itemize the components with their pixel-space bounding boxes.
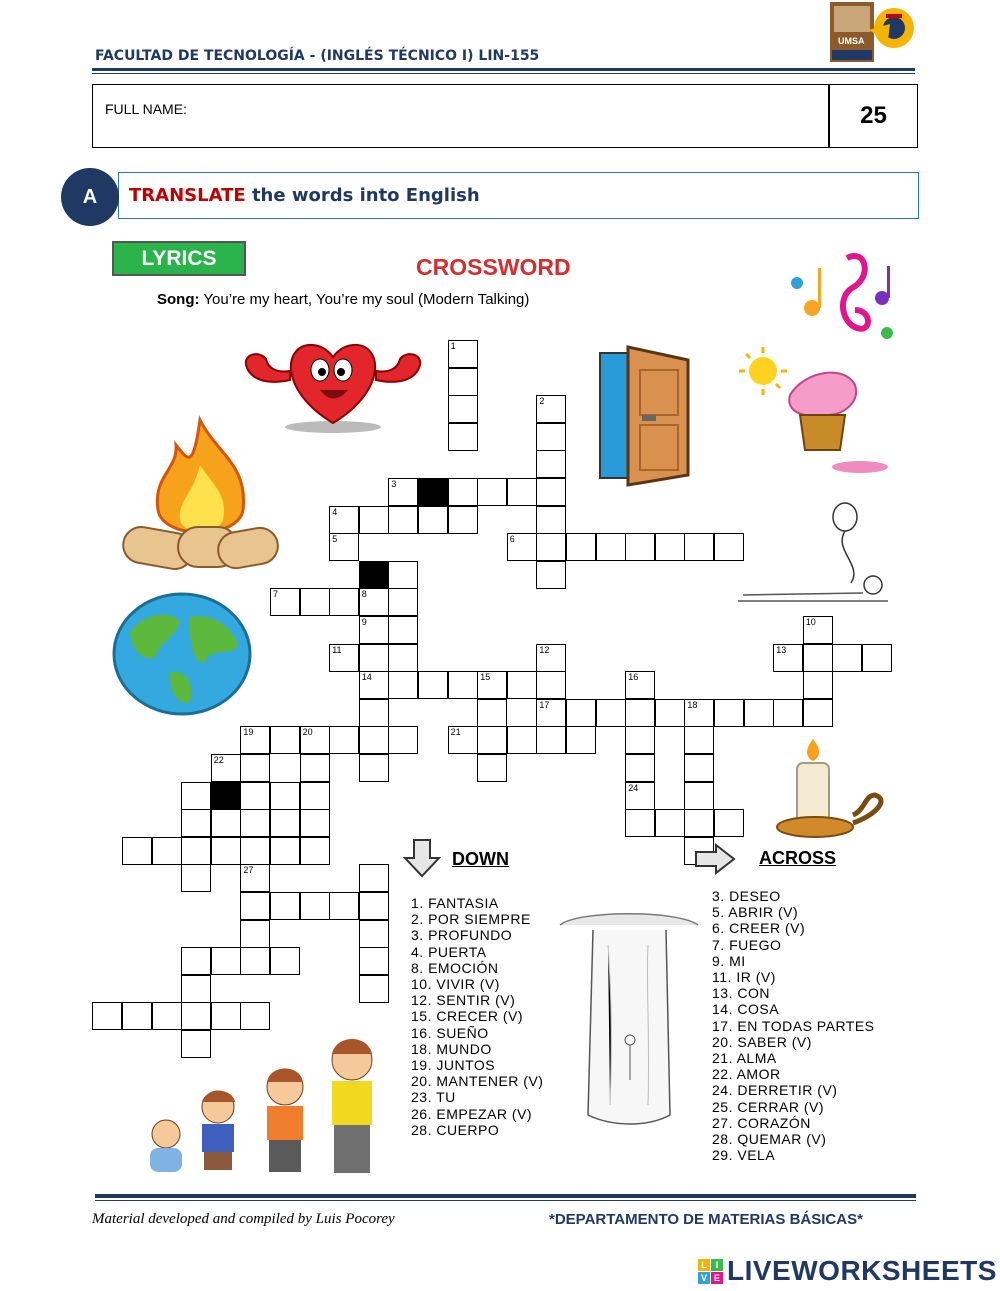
crossword-cell[interactable] <box>270 947 300 975</box>
crossword-cell[interactable] <box>300 837 330 865</box>
crossword-cell[interactable] <box>300 726 330 754</box>
down-clue: 18. MUNDO <box>411 1040 492 1057</box>
crossword-cell[interactable] <box>359 671 389 699</box>
crossword-cell[interactable] <box>388 588 418 616</box>
crossword-cell[interactable] <box>803 644 833 672</box>
down-clue: 10. VIVIR (V) <box>411 976 500 993</box>
crossword-cell[interactable] <box>388 506 418 534</box>
candle-illustration <box>775 735 895 843</box>
crossword-cell[interactable] <box>684 726 714 754</box>
crossword-cell[interactable] <box>211 947 241 975</box>
crossword-cell[interactable] <box>596 699 626 727</box>
crossword-cell[interactable] <box>240 1002 270 1030</box>
crossword-cell[interactable] <box>211 837 241 865</box>
full-name-label: FULL NAME: <box>105 101 187 117</box>
crossword-cell[interactable] <box>300 754 330 782</box>
crossword-cell[interactable] <box>448 340 478 368</box>
instruction-box <box>118 172 919 219</box>
crossword-cell[interactable] <box>122 1002 152 1030</box>
crossword-cell[interactable] <box>211 754 241 782</box>
lyrics-badge: LYRICS <box>112 241 246 276</box>
crossword-cell[interactable] <box>181 1002 211 1030</box>
crossword-cell[interactable] <box>181 1030 211 1058</box>
crossword-cell[interactable] <box>566 699 596 727</box>
crossword-cell[interactable] <box>329 588 359 616</box>
crossword-cell[interactable] <box>566 533 596 561</box>
crossword-cell[interactable] <box>625 671 655 699</box>
down-clue: 4. PUERTA <box>411 943 487 960</box>
crossword-title: CROSSWORD <box>416 254 571 280</box>
crossword-cell[interactable] <box>507 533 537 561</box>
crossword-cell[interactable] <box>536 395 566 423</box>
clue-number: 21 <box>450 727 461 738</box>
crossword-cell[interactable] <box>684 782 714 810</box>
across-heading: ACROSS <box>759 848 837 868</box>
document-header-title: FACULTAD DE TECNOLOGÍA - (INGLÉS TÉCNICO I) LIN-155 <box>95 48 540 64</box>
crossword-cell[interactable] <box>625 699 655 727</box>
crossword-cell[interactable] <box>536 533 566 561</box>
clue-number: 8 <box>361 589 367 600</box>
crossword-cell[interactable] <box>773 644 803 672</box>
liveworksheets-wordmark: LIVEWORKSHEETS <box>727 1255 997 1286</box>
crossword-cell[interactable] <box>359 754 389 782</box>
crossword-cell[interactable] <box>388 671 418 699</box>
crossword-cell[interactable] <box>300 588 330 616</box>
crossword-cell[interactable] <box>181 947 211 975</box>
clue-number: 24 <box>628 782 639 793</box>
down-clue-list <box>411 895 543 1138</box>
down-clue: 16. SUEÑO <box>411 1024 489 1041</box>
crossword-cell[interactable] <box>655 809 685 837</box>
footer-rule <box>95 1194 916 1198</box>
clue-number: 17 <box>539 699 550 710</box>
song-label: Song: <box>157 291 200 308</box>
header-rule <box>92 68 915 71</box>
footer-department: *DEPARTAMENTO DE MATERIAS BÁSICAS* <box>549 1211 863 1228</box>
clue-number: 9 <box>361 617 367 627</box>
crossword-cell[interactable] <box>684 754 714 782</box>
down-clue: 28. CUERPO <box>411 1121 500 1138</box>
crossword-cell[interactable] <box>388 616 418 644</box>
crossword-cell[interactable] <box>507 726 537 754</box>
across-clue: 13. CON <box>712 985 770 1002</box>
clue-number: 13 <box>776 644 787 655</box>
crossword-cell[interactable] <box>625 782 655 810</box>
footer-credit: Material developed and compiled by Luis Pocorey <box>92 1211 395 1227</box>
down-clue: 3. PROFUNDO <box>411 927 513 944</box>
clue-number: 16 <box>628 672 639 683</box>
crossword-cell[interactable] <box>714 699 744 727</box>
crossword-cell[interactable] <box>240 782 270 810</box>
across-clue: 6. CREER (V) <box>712 920 806 937</box>
full-name-box <box>92 84 829 148</box>
crossword-cell[interactable] <box>625 726 655 754</box>
crossword-cell[interactable] <box>181 809 211 837</box>
crossword-cell[interactable] <box>477 726 507 754</box>
sun-melting-illustration <box>735 345 895 477</box>
crossword-cell[interactable] <box>270 837 300 865</box>
clue-number: 19 <box>243 727 254 738</box>
right-arrow-icon <box>694 843 736 875</box>
crossword-cell[interactable] <box>240 837 270 865</box>
crossword-cell[interactable] <box>359 588 389 616</box>
crossword-cell[interactable] <box>240 726 270 754</box>
crossword-cell[interactable] <box>536 450 566 478</box>
crossword-cell[interactable] <box>240 809 270 837</box>
logo-letter: E <box>711 1272 723 1284</box>
crossword-cell[interactable] <box>448 368 478 396</box>
clue-number: 15 <box>480 672 491 683</box>
across-clue: 3. DESEO <box>712 888 781 904</box>
clue-number: 18 <box>687 699 698 710</box>
crossword-cell[interactable] <box>477 699 507 727</box>
crossword-cell[interactable] <box>270 892 300 920</box>
crossword-cell[interactable] <box>329 644 359 672</box>
crossword-cell[interactable] <box>359 726 389 754</box>
crossword-cell[interactable] <box>477 478 507 506</box>
crossword-cell[interactable] <box>270 726 300 754</box>
across-clue: 21. ALMA <box>712 1050 777 1067</box>
crossword-cell[interactable] <box>300 782 330 810</box>
across-clue: 20. SABER (V) <box>712 1033 812 1050</box>
crossword-cell[interactable] <box>773 699 803 727</box>
crossword-cell[interactable] <box>684 533 714 561</box>
crossword-cell[interactable] <box>359 699 389 727</box>
crossword-cell[interactable] <box>536 561 566 589</box>
clue-number: 12 <box>539 644 550 655</box>
earth-globe-illustration <box>110 592 255 717</box>
across-clue: 5. ABRIR (V) <box>712 904 799 921</box>
down-clue: 23. TU <box>411 1089 456 1106</box>
crossword-cell[interactable] <box>536 699 566 727</box>
crossword-cell[interactable] <box>329 892 359 920</box>
crossword-cell[interactable] <box>300 892 330 920</box>
logo-letter: V <box>698 1272 710 1284</box>
crossword-cell[interactable] <box>122 837 152 865</box>
crossword-cell[interactable] <box>625 754 655 782</box>
crossword-cell[interactable] <box>240 892 270 920</box>
down-clue: 2. POR SIEMPRE <box>411 911 531 928</box>
crossword-cell[interactable] <box>684 699 714 727</box>
clue-number: 23 <box>213 782 224 793</box>
crossword-cell[interactable] <box>211 1002 241 1030</box>
crossword-cell[interactable] <box>211 809 241 837</box>
down-clue: 19. JUNTOS <box>411 1057 496 1074</box>
down-clue: 8. EMOCIÓN <box>411 959 499 976</box>
across-clue: 9. MI <box>712 952 746 969</box>
across-clue: 27. CORAZÓN <box>712 1114 811 1131</box>
liveworksheets-brand[interactable] <box>698 1255 997 1287</box>
crossword-cell[interactable] <box>359 920 389 948</box>
crossword-cell[interactable] <box>359 864 389 892</box>
clue-number: 27 <box>243 865 254 876</box>
crossword-cell[interactable] <box>240 947 270 975</box>
crossword-cell[interactable] <box>744 699 774 727</box>
down-clue: 1. FANTASIA <box>411 895 499 911</box>
crossword-cell[interactable] <box>448 478 478 506</box>
crossword-cell[interactable] <box>536 506 566 534</box>
crossword-cell[interactable] <box>655 533 685 561</box>
crossword-cell[interactable] <box>329 506 359 534</box>
crossword-cell[interactable] <box>448 726 478 754</box>
score-box: 25 <box>829 84 918 148</box>
crossword-cell[interactable] <box>359 644 389 672</box>
crossword-black-cell <box>211 782 241 810</box>
instruction-verb: TRANSLATE <box>129 185 246 206</box>
crossword-cell[interactable] <box>181 864 211 892</box>
across-clue: 28. QUEMAR (V) <box>712 1131 827 1148</box>
crossword-cell[interactable] <box>714 809 744 837</box>
door-illustration <box>598 345 693 487</box>
crossword-cell[interactable] <box>359 947 389 975</box>
clue-number: 4 <box>332 506 338 517</box>
crossword-black-cell <box>418 478 448 506</box>
instruction-text <box>129 185 480 206</box>
crossword-cell[interactable] <box>240 920 270 948</box>
clue-number: 14 <box>361 672 372 683</box>
crossword-cell[interactable] <box>507 478 537 506</box>
crossword-cell[interactable] <box>270 782 300 810</box>
clue-number: 6 <box>509 534 515 545</box>
crossword-cell[interactable] <box>359 892 389 920</box>
crossword-cell[interactable] <box>240 754 270 782</box>
university-logo <box>828 0 916 66</box>
clue-number: 2 <box>539 396 545 407</box>
crossword-cell[interactable] <box>418 671 448 699</box>
crossword-cell[interactable] <box>714 533 744 561</box>
child-tall <box>332 1039 372 1173</box>
crossword-cell[interactable] <box>536 726 566 754</box>
header-rule-thin <box>92 73 915 74</box>
crossword-cell[interactable] <box>625 533 655 561</box>
deep-well-illustration <box>558 905 703 1130</box>
clue-number: 10 <box>805 617 816 627</box>
crossword-cell[interactable] <box>862 644 892 672</box>
crossword-cell[interactable] <box>359 616 389 644</box>
campfire-illustration <box>118 415 283 575</box>
growing-children-illustration <box>140 1032 385 1177</box>
crossword-cell[interactable] <box>477 754 507 782</box>
crossword-black-cell <box>359 561 389 589</box>
down-clue: 26. EMPEZAR (V) <box>411 1105 533 1122</box>
footer-rule-thin <box>95 1200 916 1201</box>
crossword-cell[interactable] <box>477 671 507 699</box>
crossword-cell[interactable] <box>803 699 833 727</box>
crossword-cell[interactable] <box>181 837 211 865</box>
crossword-cell[interactable] <box>329 533 359 561</box>
across-clue: 29. VELA <box>712 1147 776 1164</box>
clue-number: 22 <box>213 755 224 765</box>
crossword-cell[interactable] <box>655 699 685 727</box>
down-heading: DOWN <box>452 849 509 869</box>
crossword-cell[interactable] <box>448 506 478 534</box>
music-notes-illustration <box>787 248 902 346</box>
clue-number: 5 <box>332 534 338 545</box>
crossword-cell[interactable] <box>803 616 833 644</box>
crossword-cell[interactable] <box>418 506 448 534</box>
down-clue: 12. SENTIR (V) <box>411 992 516 1009</box>
song-title: You’re my heart, You’re my soul (Modern Talking) <box>199 291 530 308</box>
crossword-cell[interactable] <box>625 809 655 837</box>
crossword-cell[interactable] <box>388 644 418 672</box>
crossword-cell[interactable] <box>92 1002 122 1030</box>
across-clue-list <box>712 888 875 1163</box>
song-line <box>157 291 529 308</box>
child-medium <box>267 1069 303 1173</box>
logo-text: UMSA <box>838 36 865 46</box>
crossword-cell[interactable] <box>536 478 566 506</box>
down-clue: 15. CRECER (V) <box>411 1008 524 1025</box>
across-clue: 22. AMOR <box>712 1066 781 1083</box>
crossword-cell[interactable] <box>359 506 389 534</box>
crossword-cell[interactable] <box>566 726 596 754</box>
clue-number: 3 <box>391 479 397 489</box>
clue-number: 20 <box>302 727 313 738</box>
crossword-cell[interactable] <box>448 395 478 423</box>
crossword-cell[interactable] <box>536 671 566 699</box>
across-clue: 25. CERRAR (V) <box>712 1098 825 1115</box>
crossword-cell[interactable] <box>803 671 833 699</box>
crossword-cell[interactable] <box>300 809 330 837</box>
crossword-cell[interactable] <box>359 975 389 1003</box>
crossword-cell[interactable] <box>507 671 537 699</box>
across-clue: 7. FUEGO <box>712 936 782 953</box>
clue-number: 11 <box>332 644 342 655</box>
across-clue: 14. COSA <box>712 1001 780 1018</box>
down-arrow-icon <box>403 838 441 878</box>
logo-letter: L <box>698 1259 710 1271</box>
crossword-cell[interactable] <box>152 1002 182 1030</box>
crossword-cell[interactable] <box>448 423 478 451</box>
crossword-cell[interactable] <box>329 726 359 754</box>
liveworksheets-logo-icon <box>698 1259 723 1284</box>
crossword-cell[interactable] <box>596 533 626 561</box>
clue-number: 7 <box>273 589 279 600</box>
logo-letter: I <box>711 1259 723 1271</box>
section-letter-badge: A <box>61 168 119 226</box>
crossword-cell[interactable] <box>684 809 714 837</box>
across-clue: 11. IR (V) <box>712 969 776 986</box>
soul-figure-illustration <box>733 495 893 605</box>
crossword-cell[interactable] <box>388 561 418 589</box>
crossword-cell[interactable] <box>388 726 418 754</box>
crossword-cell[interactable] <box>270 809 300 837</box>
across-clue: 17. EN TODAS PARTES <box>712 1017 875 1034</box>
instruction-rest: the words into English <box>245 185 480 206</box>
crossword-cell[interactable] <box>388 478 418 506</box>
crossword-cell[interactable] <box>832 644 862 672</box>
crossword-cell[interactable] <box>152 837 182 865</box>
crossword-cell[interactable] <box>536 644 566 672</box>
crossword-cell[interactable] <box>536 423 566 451</box>
child-baby <box>150 1120 182 1172</box>
crossword-cell[interactable] <box>448 671 478 699</box>
crossword-cell[interactable] <box>270 588 300 616</box>
crossword-cell[interactable] <box>181 975 211 1003</box>
crossword-cell[interactable] <box>181 782 211 810</box>
across-clue: 24. DERRETIR (V) <box>712 1082 838 1099</box>
down-clue: 20. MANTENER (V) <box>411 1073 544 1090</box>
crossword-cell[interactable] <box>240 864 270 892</box>
clue-number: 1 <box>450 341 456 351</box>
child-small <box>202 1091 235 1170</box>
